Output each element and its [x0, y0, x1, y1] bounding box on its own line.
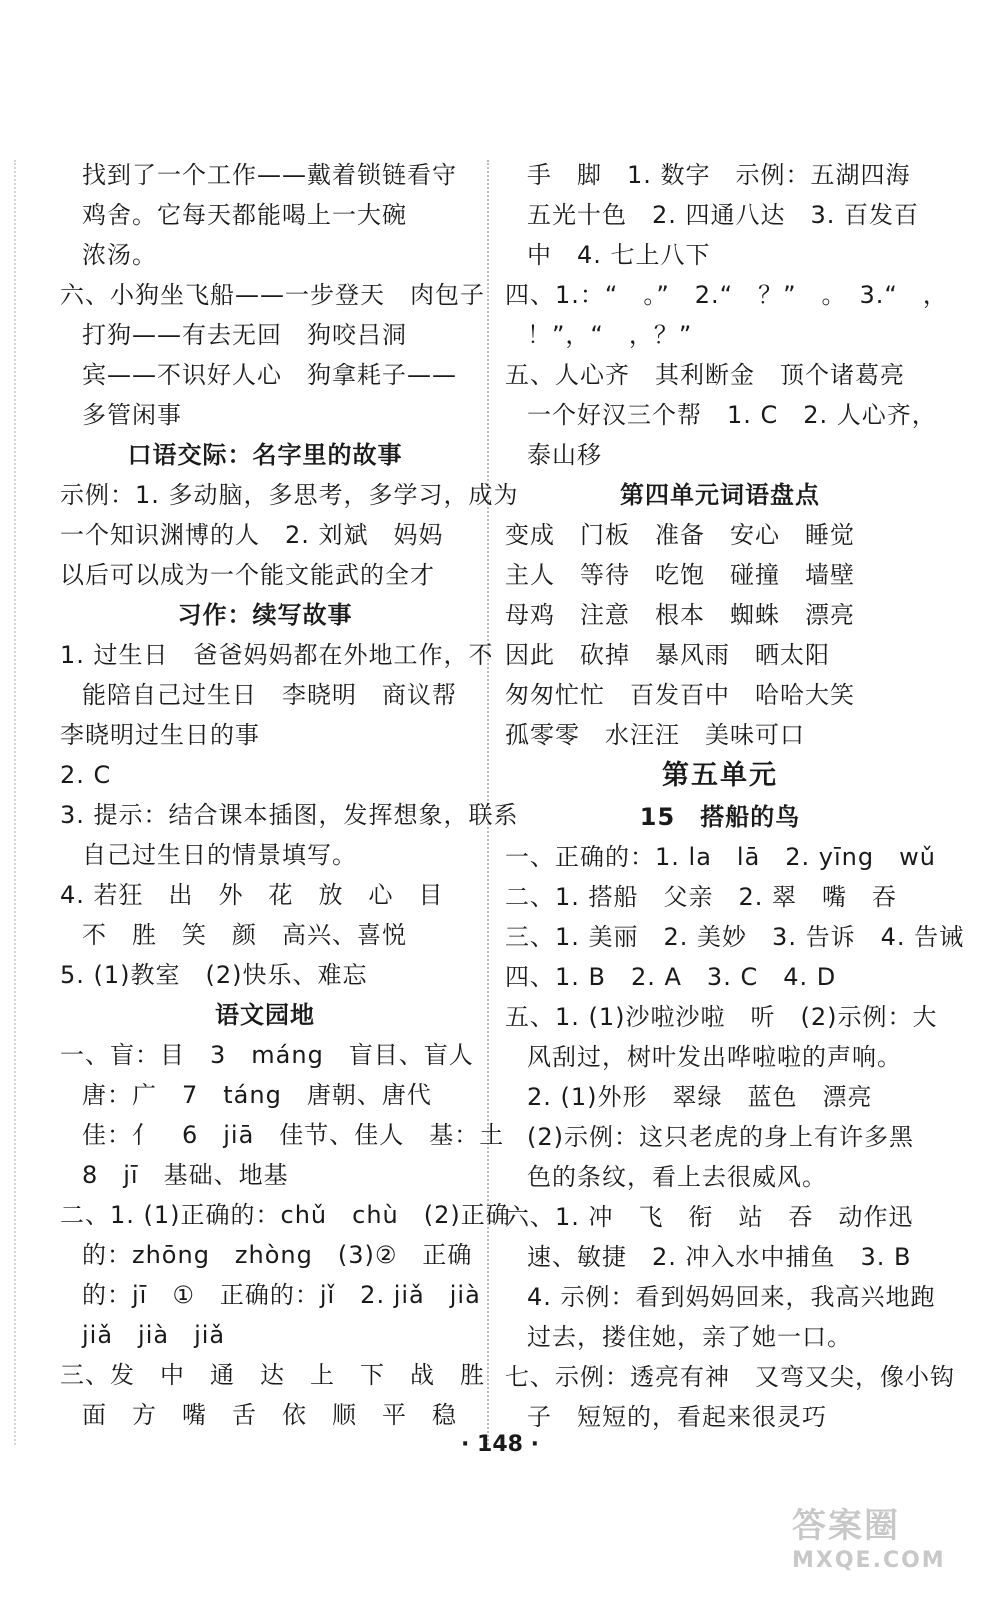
text-line: 2. C: [60, 761, 112, 789]
text-line: 打狗——有去无回 狗咬吕洞: [82, 321, 407, 349]
text-line: 4. 若狂 出 外 花 放 心 目: [60, 881, 444, 909]
text-line: 浓汤。: [82, 241, 157, 269]
text-line: 3. 提示：结合课本插图，发挥想象，联系: [60, 801, 519, 829]
text-line: 泰山移: [527, 441, 602, 469]
text-line: 一个好汉三个帮 1. C 2. 人心齐，: [527, 401, 937, 429]
text-line: 示例：1. 多动脑，多思考，多学习，成为: [60, 481, 519, 509]
text-line: 以后可以成为一个能文能武的全才: [60, 561, 435, 589]
text-line: 五、1. (1)沙啦沙啦 听 (2)示例：大: [505, 1003, 938, 1031]
text-line: 唐：广 7 táng 唐朝、唐代: [82, 1081, 432, 1109]
section-heading-writing: 习作：续写故事: [177, 601, 353, 629]
text-line: 色的条纹，看上去很威风。: [527, 1163, 827, 1191]
text-line: 一个知识渊博的人 2. 刘斌 妈妈: [60, 521, 444, 549]
text-line: 面 方 嘴 舌 依 顺 平 稳: [82, 1401, 457, 1429]
text-line: 母鸡 注意 根本 蜘蛛 漂亮: [505, 601, 855, 629]
section-heading-oral: 口语交际：名字里的故事: [127, 441, 403, 469]
text-line: 找到了一个工作——戴着锁链看守: [82, 161, 457, 189]
text-line: 5. (1)教室 (2)快乐、难忘: [60, 961, 368, 989]
text-line: 二、1. (1)正确的：chǔ chù (2)正确: [60, 1201, 511, 1229]
text-line: 四、1.：“ 。” 2.“ ？” 。 3.“ ，: [505, 281, 948, 309]
text-line: 三、发 中 通 达 上 下 战 胜: [60, 1361, 485, 1389]
text-line: 4. 示例：看到妈妈回来，我高兴地跑: [527, 1283, 936, 1311]
text-line: 因此 砍掉 暴风雨 晒太阳: [505, 641, 830, 669]
text-line: 七、示例：透亮有神 又弯又尖，像小钩: [505, 1363, 955, 1391]
text-line: 2. (1)外形 翠绿 蓝色 漂亮: [527, 1083, 873, 1111]
text-line: 的：jī ① 正确的：jǐ 2. jiǎ jià: [82, 1281, 481, 1309]
watermark-text-cn: 答案圈: [792, 1506, 900, 1546]
text-line: jiǎ jià jiǎ: [82, 1321, 226, 1349]
page-number: · 148 ·: [461, 1432, 539, 1457]
text-line: 1. 过生日 爸爸妈妈都在外地工作，不: [60, 641, 494, 669]
text-line: 主人 等待 吃饱 碰撞 墙壁: [505, 561, 855, 589]
text-line: 五、人心齐 其利断金 顶个诸葛亮: [505, 361, 905, 389]
text-line: 自己过生日的情景填写。: [82, 841, 357, 869]
text-line: 鸡舍。它每天都能喝上一大碗: [82, 201, 407, 229]
text-line: 五光十色 2. 四通八达 3. 百发百: [527, 201, 920, 229]
text-line: 多管闲事: [82, 401, 182, 429]
text-line: 变成 门板 准备 安心 睡觉: [505, 521, 855, 549]
watermark-logo: [792, 1506, 982, 1586]
left-column: [60, 155, 519, 1435]
text-line: 一、盲：目 3 máng 盲目、盲人: [60, 1041, 474, 1069]
section-heading-garden: 语文园地: [215, 1001, 315, 1029]
text-line: 四、1. B 2. A 3. C 4. D: [505, 963, 837, 991]
text-line: 能陪自己过生日 李晓明 商议帮: [82, 681, 457, 709]
right-column: [505, 155, 965, 1437]
text-line: 六、1. 冲 飞 衔 站 吞 动作迅: [505, 1203, 914, 1231]
text-line: 一、正确的：1. la lā 2. yīng wǔ: [505, 843, 936, 871]
text-line: 宾——不识好人心 狗拿耗子——: [82, 361, 457, 389]
text-line: 佳：亻 6 jiā 佳节、佳人 基：土: [82, 1121, 505, 1149]
text-line: 不 胜 笑 颜 高兴、喜悦: [82, 921, 407, 949]
text-line: ！”，“ ，？”: [527, 321, 693, 349]
margin-dotted-line: [14, 160, 16, 1445]
text-line: 速、敏捷 2. 冲入水中捕鱼 3. B: [527, 1243, 912, 1271]
lesson-heading: 15 搭船的鸟: [639, 803, 801, 831]
section-heading-vocab: 第四单元词语盘点: [620, 481, 820, 509]
text-line: 匆匆忙忙 百发百中 哈哈大笑: [505, 681, 855, 709]
text-line: 二、1. 搭船 父亲 2. 翠 嘴 吞: [505, 883, 898, 911]
text-line: 过去，搂住她，亲了她一口。: [527, 1323, 852, 1351]
text-line: 子 短短的，看起来很灵巧: [527, 1403, 827, 1431]
text-line: 手 脚 1. 数字 示例：五湖四海: [527, 161, 911, 189]
text-line: 孤零零 水汪汪 美味可口: [505, 721, 805, 749]
text-line: (2)示例：这只老虎的身上有许多黑: [527, 1123, 914, 1151]
text-line: 的：zhōng zhòng (3)② 正确: [82, 1241, 473, 1269]
text-line: 中 4. 七上八下: [527, 241, 711, 269]
text-line: 8 jī 基础、地基: [82, 1161, 289, 1189]
text-line: 风刮过，树叶发出哗啦啦的声响。: [527, 1043, 902, 1071]
text-line: 李晓明过生日的事: [60, 721, 260, 749]
watermark-text-en: MXQE.COM: [792, 1548, 946, 1573]
text-line: 六、小狗坐飞船——一步登天 肉包子: [60, 281, 485, 309]
text-line: 三、1. 美丽 2. 美妙 3. 告诉 4. 告诫: [505, 923, 965, 951]
unit-heading: 第五单元: [662, 760, 778, 791]
